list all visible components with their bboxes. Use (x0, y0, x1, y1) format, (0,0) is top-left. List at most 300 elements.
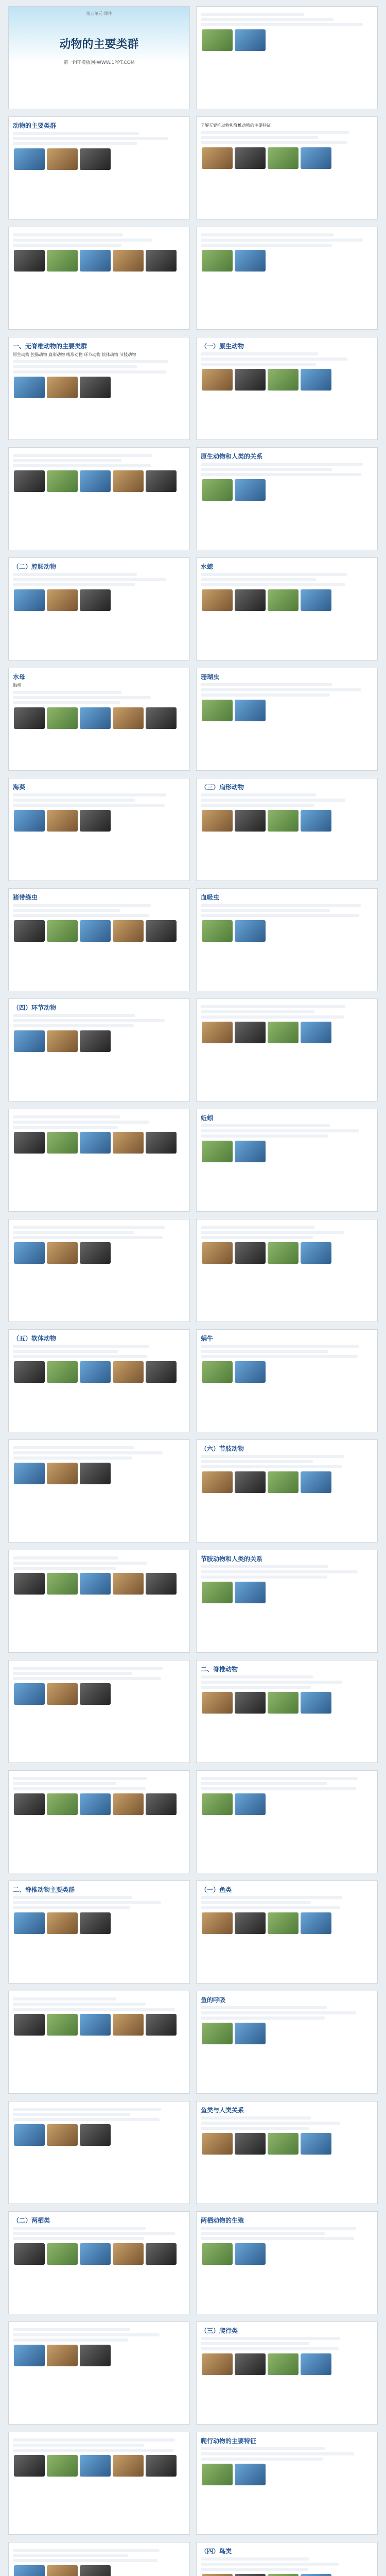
animal-photo (47, 707, 78, 729)
cover-slide (8, 6, 190, 109)
animal-photo (47, 1573, 78, 1595)
animal-photo (80, 1912, 111, 1934)
animal-photo (47, 2243, 78, 2265)
text-line (201, 136, 318, 139)
animal-photo (80, 250, 111, 272)
animal-photo (235, 147, 266, 169)
slide-25 (8, 1329, 190, 1432)
slide-title: 水母 (13, 673, 26, 681)
text-line (13, 1446, 134, 1449)
text-line (13, 464, 151, 467)
animal-photo (14, 1463, 45, 1484)
animal-photo (202, 1141, 233, 1162)
slide-43 (8, 2321, 190, 2425)
animal-photo (146, 2243, 177, 2265)
text-line (13, 2003, 146, 2006)
animal-photo (113, 1573, 144, 1595)
animal-photo (202, 920, 233, 942)
animal-photo (301, 2133, 331, 2155)
animal-photo (235, 2464, 266, 2485)
text-line (13, 1019, 165, 1022)
text-line (13, 2438, 175, 2442)
slide-39 (8, 2101, 190, 2204)
slide-images (201, 699, 373, 724)
slide-title: （一）原生动物 (201, 343, 244, 350)
slide-images (13, 1131, 185, 1157)
text-line (13, 1901, 161, 1904)
animal-photo (47, 148, 78, 170)
animal-photo (202, 1582, 233, 1603)
text-line (13, 2444, 144, 2447)
animal-photo (301, 147, 331, 169)
slide-42 (196, 2211, 378, 2314)
animal-photo (235, 1793, 266, 1815)
slide-33 (8, 1770, 190, 1873)
text-line (13, 2108, 161, 2111)
text-line (13, 2008, 175, 2011)
animal-photo (14, 1683, 45, 1705)
text-line (201, 239, 363, 242)
animal-photo (47, 1242, 78, 1264)
slide-images (13, 249, 185, 275)
text-line (13, 914, 149, 917)
slide-26 (196, 1329, 378, 1432)
animal-photo (202, 1692, 233, 1714)
text-line (201, 131, 349, 134)
animal-photo (14, 2455, 45, 2477)
animal-photo (235, 1692, 266, 1714)
slide-images (201, 1581, 373, 1606)
slide-3 (8, 116, 190, 219)
text-line (13, 2118, 160, 2121)
text-line (201, 693, 330, 697)
slide-9 (8, 447, 190, 550)
animal-photo (301, 810, 331, 832)
animal-photo (14, 1361, 45, 1383)
text-line (201, 1231, 344, 1234)
slide-48 (196, 2542, 378, 2576)
animal-photo (146, 920, 177, 942)
text-line (13, 1231, 134, 1234)
animal-photo (202, 810, 233, 832)
animal-photo (14, 1030, 45, 1052)
animal-photo (113, 2014, 144, 2036)
animal-photo (268, 147, 299, 169)
slide-title: （三）爬行类 (201, 2327, 238, 2334)
slide-34 (196, 1770, 378, 1873)
text-line (13, 573, 137, 576)
slide-38 (196, 1991, 378, 2094)
slide-title: 节肢动物和人类的关系 (201, 1555, 263, 1563)
text-line (13, 365, 137, 368)
text-line (13, 2333, 160, 2336)
text-line (13, 2549, 160, 2552)
text-line (13, 1906, 130, 1909)
text-line (13, 1896, 132, 1899)
animal-photo (14, 2345, 45, 2366)
text-line (201, 583, 345, 586)
slide-10 (196, 447, 378, 550)
animal-photo (202, 2133, 233, 2155)
animal-photo (146, 1361, 177, 1383)
text-line (201, 2227, 356, 2230)
animal-photo (301, 2574, 331, 2576)
text-line (201, 2568, 308, 2571)
animal-photo (235, 479, 266, 501)
slide-5 (8, 227, 190, 330)
slide-images (201, 1470, 373, 1496)
animal-photo (14, 2124, 45, 2146)
slide-images (201, 249, 373, 275)
text-line (13, 2232, 175, 2235)
animal-photo (146, 2014, 177, 2036)
slide-images (201, 2022, 373, 2047)
slide-28 (196, 1439, 378, 1543)
slide-title: 二、脊椎动物 (201, 1666, 238, 1673)
animal-photo (235, 2243, 266, 2265)
animal-photo (202, 369, 233, 391)
text-line (201, 1015, 344, 1019)
animal-photo (47, 1793, 78, 1815)
slide-8 (196, 337, 378, 440)
animal-photo (14, 589, 45, 611)
animal-photo (47, 1912, 78, 1934)
animal-photo (80, 1793, 111, 1815)
animal-photo (268, 2574, 299, 2576)
slide-title: 鱼类与人类关系 (201, 2107, 244, 2114)
slide-images (13, 2454, 185, 2480)
text-line (201, 1134, 328, 1138)
text-line (13, 804, 165, 807)
animal-photo (235, 369, 266, 391)
text-line (13, 1226, 165, 1229)
text-line (13, 904, 151, 907)
text-line (13, 239, 152, 242)
text-line (201, 1355, 358, 1358)
text-line (201, 688, 361, 691)
animal-photo (301, 589, 331, 611)
slide-title: 两栖动物的生殖 (201, 2217, 244, 2224)
animal-photo (14, 707, 45, 729)
animal-photo (202, 1793, 233, 1815)
slide-title: 血吸虫 (201, 894, 220, 901)
animal-photo (14, 250, 45, 272)
animal-photo (268, 589, 299, 611)
slide-19 (8, 998, 190, 1101)
animal-photo (301, 1022, 331, 1043)
animal-photo (268, 1692, 299, 1714)
text-line (13, 233, 123, 236)
animal-photo (113, 1361, 144, 1383)
text-line (201, 1005, 345, 1008)
text-line (201, 358, 347, 361)
slide-images (201, 2242, 373, 2268)
slide-images (201, 1140, 373, 1165)
animal-photo (202, 1242, 233, 1264)
slide-images (13, 469, 185, 495)
slide-images (201, 919, 373, 945)
animal-photo (268, 1471, 299, 1493)
animal-photo (14, 1242, 45, 1264)
slide-title: 水螅 (201, 563, 214, 570)
text-line (201, 2127, 309, 2130)
text-line (201, 2337, 340, 2340)
slide-15 (8, 778, 190, 881)
text-line (13, 691, 121, 694)
slide-images (201, 28, 373, 54)
animal-photo (202, 479, 233, 501)
text-line (201, 2116, 311, 2120)
text-line (201, 1129, 359, 1132)
slide-title: 动物的主要类群 (13, 122, 57, 129)
animal-photo (202, 1022, 233, 1043)
text-line (201, 1787, 356, 1790)
animal-photo (235, 1242, 266, 1264)
animal-photo (80, 1361, 111, 1383)
animal-photo (47, 2455, 78, 2477)
slide-images (13, 588, 185, 614)
slide-images (13, 376, 185, 401)
text-line (13, 1787, 146, 1790)
slide-images (201, 1911, 373, 1937)
slide-2 (196, 6, 378, 109)
animal-photo (202, 2353, 233, 2375)
animal-photo (47, 2565, 78, 2576)
animal-photo (202, 2464, 233, 2485)
text-line (13, 1672, 132, 1675)
animal-photo (47, 1030, 78, 1052)
text-line (201, 463, 363, 466)
text-line (201, 13, 304, 16)
text-line (13, 2554, 128, 2557)
animal-photo (80, 2455, 111, 2477)
slide-images (13, 1462, 185, 1487)
slide-title: 珊瑚虫 (201, 673, 220, 681)
text-line (201, 2452, 354, 2455)
animal-photo (80, 920, 111, 942)
text-line (201, 909, 330, 912)
slide-37 (8, 1991, 190, 2094)
text-line (13, 799, 135, 802)
animal-photo (235, 29, 266, 51)
animal-photo (268, 2353, 299, 2375)
animal-photo (202, 1912, 233, 1934)
slide-text: 原生动物 腔肠动物 扁形动物 线形动物 环节动物 软体动物 节肢动物 (13, 352, 136, 357)
slide-text: 海蜇 (13, 683, 21, 688)
animal-photo (80, 2243, 111, 2265)
text-line (201, 799, 345, 802)
slide-images (201, 809, 373, 835)
slide-images (201, 1021, 373, 1046)
animal-photo (146, 250, 177, 272)
text-line (201, 683, 332, 686)
slide-images (13, 2564, 185, 2576)
text-line (201, 233, 334, 236)
text-line (13, 1126, 118, 1129)
text-line (201, 904, 361, 907)
text-line (13, 1667, 163, 1670)
text-line (13, 2227, 146, 2230)
text-line (201, 1675, 313, 1679)
animal-photo (47, 2124, 78, 2146)
text-line (13, 137, 168, 140)
animal-photo (80, 1463, 111, 1484)
animal-photo (301, 369, 331, 391)
text-line (201, 1782, 327, 1785)
text-line (201, 1565, 328, 1568)
animal-photo (47, 2014, 78, 2036)
slide-41 (8, 2211, 190, 2314)
animal-photo (47, 1463, 78, 1484)
slide-23 (8, 1219, 190, 1322)
text-line (201, 352, 318, 355)
text-line (201, 1901, 311, 1904)
animal-photo (146, 470, 177, 492)
text-line (13, 1115, 120, 1118)
text-line (13, 1014, 135, 1017)
text-line (201, 1681, 342, 1684)
text-line (201, 23, 363, 26)
slide-44 (196, 2321, 378, 2425)
slide-title: （一）鱼类 (201, 1886, 232, 1893)
text-line (13, 1562, 147, 1565)
text-line (201, 914, 359, 917)
text-line (13, 1777, 147, 1780)
slide-27 (8, 1439, 190, 1543)
text-line (201, 2458, 323, 2461)
animal-photo (235, 1912, 266, 1934)
text-line (201, 1777, 358, 1780)
slide-24 (196, 1219, 378, 1322)
animal-photo (235, 250, 266, 272)
slide-title: 原生动物和人类的关系 (201, 453, 263, 460)
animal-photo (202, 147, 233, 169)
animal-photo (47, 589, 78, 611)
animal-photo (80, 1573, 111, 1595)
animal-photo (47, 1683, 78, 1705)
animal-photo (80, 2124, 111, 2146)
slide-22 (196, 1109, 378, 1212)
animal-photo (202, 1361, 233, 1383)
animal-photo (80, 810, 111, 832)
text-line (201, 573, 347, 576)
slide-images (201, 146, 373, 172)
animal-photo (235, 1141, 266, 1162)
animal-photo (268, 1242, 299, 1264)
animal-photo (14, 148, 45, 170)
animal-photo (235, 2574, 266, 2576)
text-line (201, 141, 347, 144)
animal-photo (47, 1132, 78, 1154)
animal-photo (235, 920, 266, 942)
animal-photo (202, 589, 233, 611)
slide-title: （三）扁形动物 (201, 784, 244, 791)
animal-photo (113, 707, 144, 729)
slide-images (201, 1360, 373, 1386)
slide-title: 蚯蚓 (201, 1114, 214, 1122)
text-line (201, 1226, 314, 1229)
animal-photo (146, 1793, 177, 1815)
animal-photo (14, 1132, 45, 1154)
text-line (201, 2122, 340, 2125)
slide-images (13, 147, 185, 173)
slide-13 (8, 668, 190, 771)
animal-photo (301, 1242, 331, 1264)
text-line (13, 583, 135, 586)
animal-photo (80, 470, 111, 492)
animal-photo (202, 1471, 233, 1493)
animal-photo (235, 700, 266, 721)
slide-images (201, 2132, 373, 2158)
text-line (201, 578, 316, 581)
text-line (13, 909, 120, 912)
slide-images (13, 1241, 185, 1267)
slide-images (13, 2344, 185, 2369)
text-line (201, 2342, 309, 2345)
slide-title: 鱼的呼吸 (201, 1996, 226, 2004)
text-line (201, 804, 314, 807)
animal-photo (80, 1030, 111, 1052)
animal-photo (235, 810, 266, 832)
animal-photo (301, 1912, 331, 1934)
slide-images (201, 2463, 373, 2488)
text-line (201, 1896, 342, 1899)
animal-photo (80, 1132, 111, 1154)
slide-images (201, 2573, 373, 2576)
animal-photo (268, 1912, 299, 1934)
slide-title: （四）环节动物 (13, 1004, 57, 1011)
slide-36 (196, 1880, 378, 1984)
text-line (201, 2447, 325, 2450)
animal-photo (80, 2345, 111, 2366)
text-line (13, 142, 137, 145)
text-line (201, 2006, 327, 2009)
animal-photo (146, 2455, 177, 2477)
slide-images (13, 809, 185, 835)
animal-photo (235, 1361, 266, 1383)
animal-photo (235, 1022, 266, 1043)
slide-title: 一、无脊椎动物的主要类群 (13, 343, 87, 350)
text-line (201, 1575, 327, 1579)
cover-subtitle: 第一PPT模板网-WWW.1PPT.COM (63, 60, 135, 65)
text-line (13, 2237, 144, 2240)
slide-11 (8, 557, 190, 660)
slide-title: （四）鸟类 (201, 2548, 232, 2555)
text-line (201, 2563, 339, 2566)
slide-images (201, 478, 373, 504)
animal-photo (47, 250, 78, 272)
slide-31 (8, 1660, 190, 1763)
slide-14 (196, 668, 378, 771)
animal-photo (113, 1793, 144, 1815)
slide-title: 蜗牛 (201, 1335, 214, 1342)
text-line (13, 793, 166, 796)
animal-photo (202, 250, 233, 272)
slide-images (201, 368, 373, 394)
animal-photo (268, 810, 299, 832)
text-line (201, 244, 332, 247)
animal-photo (80, 1683, 111, 1705)
text-line (201, 2232, 325, 2235)
animal-photo (235, 2353, 266, 2375)
animal-photo (301, 1471, 331, 1493)
animal-photo (113, 250, 144, 272)
slide-images (13, 2242, 185, 2268)
animal-photo (113, 920, 144, 942)
text-line (201, 2011, 356, 2014)
slide-images (13, 2123, 185, 2149)
animal-photo (202, 700, 233, 721)
